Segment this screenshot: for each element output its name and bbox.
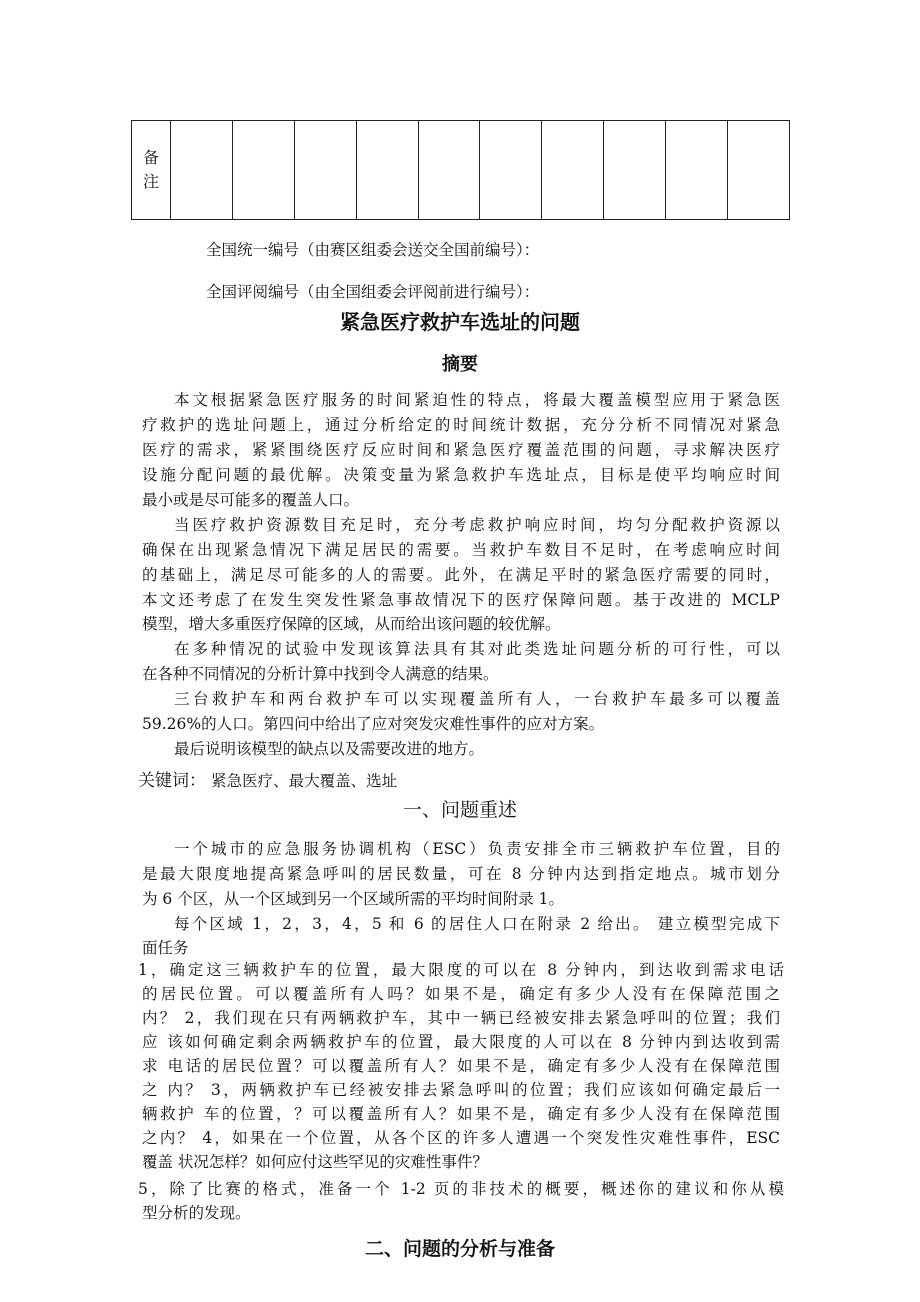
section1-line: 是最大限度地提高紧急呼叫的居民数量，可在 8 分钟内达到指定地点。城市划分 [142,865,780,883]
section1-line: 5，除了比赛的格式，准备一个 1-2 页的非技术的概要，概述你的建议和你从模 [138,1180,784,1198]
abstract-line: 设施分配问题的最优解。决策变量为紧急救护车选址点，目标是使平均响应时间 [142,466,780,484]
keywords [138,766,397,791]
section1-line: 之内？ 4，如果在一个位置，从各个区的许多人遭遇一个突发性灾难性事件，ESC [142,1129,780,1147]
section1-line: 1，确定这三辆救护车的位置，最大限度的可以在 8 分钟内，到达收到需求电话 [138,961,784,979]
score-cell [604,121,666,220]
national-unified-number: 全国统一编号（由赛区组委会送交全国前编号）： [206,241,540,259]
section1-line: 之 内？ 3，两辆救护车已经被安排去紧急呼叫的位置；我们应该如何确定最后一 [142,1081,780,1099]
section1-line: 一个城市的应急服务协调机构（ESC）负责安排全市三辆救护车位置，目的 [174,840,780,858]
abstract-line: 三台救护车和两台救护车可以实现覆盖所有人，一台救护车最多可以覆盖 [174,690,780,708]
abstract-line: 本文根据紧急医疗服务的时间紧迫性的特点，将最大覆盖模型应用于紧急医 [174,391,780,409]
abstract-line: 当医疗救护资源数目充足时，充分考虑救护响应时间，均匀分配救护资源以 [174,516,780,534]
abstract-line: 在多种情况的试验中发现该算法具有其对此类选址问题分析的可行性，可以 [174,640,780,658]
score-table [131,120,790,220]
score-cell [232,121,294,220]
abstract-line: 最小或是尽可能多的覆盖人口。 [142,491,360,509]
section2-heading: 二、问题的分析与准备 [364,1238,555,1260]
section1-line: 应 该如何确定剩余两辆救护车的位置，最大限度的人可以在 8 分钟内到达收到需 [142,1033,780,1051]
abstract-line: 确保在出现紧急情况下满足居民的需要。当救护车数目不足时，在考虑响应时间 [142,541,780,559]
abstract-heading: 摘要 [442,354,478,375]
section1-line: 辆救护 车的位置，？可以覆盖所有人？如果不是，确定有多少人没有在保障范围 [142,1105,780,1123]
section1-line: 内？ 2，我们现在只有两辆救护车，其中一辆已经被安排去紧急呼叫的位置；我们 [142,1009,780,1027]
national-review-number: 全国评阅编号（由全国组委会评阅前进行编号）： [206,283,540,301]
keywords-label: 关键词： [138,771,206,791]
section1-line: 的居民位置。可以覆盖所有人吗？如果不是，确定有多少人没有在保障范围之 [142,985,780,1003]
score-cell [666,121,728,220]
abstract-line: 医疗的需求，紧紧围绕医疗反应时间和紧急医疗覆盖范围的问题，寻求解决医疗 [142,441,780,459]
score-cell [480,121,542,220]
section1-line: 面任务 [142,939,189,957]
score-cell [294,121,356,220]
score-cell [542,121,604,220]
score-cell [356,121,418,220]
section1-heading: 一、问题重述 [402,799,517,821]
abstract-line: 在各种不同情况的分析计算中找到令人满意的结果。 [142,665,499,683]
section1-line: 覆盖 状况怎样？如何应付这些罕见的灾难性事件？ [142,1153,488,1171]
section1-line: 求 电话的居民位置？可以覆盖所有人？如果不是，确定有多少人没有在保障范围 [142,1057,780,1075]
section1-line: 型分析的发现。 [142,1204,251,1222]
remarks-label: 备 注 [132,121,171,220]
abstract-line: 最后说明该模型的缺点以及需要改进的地方。 [174,740,485,758]
abstract-line: 59.26%的人口。第四问中给出了应对突发灾难性事件的应对方案。 [142,715,605,733]
keywords-text: 紧急医疗、最大覆盖、选址 [211,772,398,790]
section1-line: 为 6 个区，从一个区域到另一个区域所需的平均时间附录 1。 [142,890,565,908]
score-cell [171,121,233,220]
document-title: 紧急医疗救护车选址的问题 [340,310,580,334]
score-cell [728,121,790,220]
abstract-line: 疗救护的选址问题上，通过分析给定的时间统计数据，充分分析不同情况对紧急 [142,416,780,434]
score-cell [418,121,480,220]
abstract-line: 本文还考虑了在发生突发性紧急事故情况下的医疗保障问题。基于改进的 MCLP [142,591,780,609]
abstract-line: 的基础上，满足尽可能多的人的需要。此外，在满足平时的紧急医疗需要的同时， [142,566,780,584]
abstract-line: 模型，增大多重医疗保障的区域，从而给出该问题的较优解。 [142,615,561,633]
section1-line: 每个区域 1，2，3，4，5 和 6 的居住人口在附录 2 给出。 建立模型完成下 [174,915,780,933]
